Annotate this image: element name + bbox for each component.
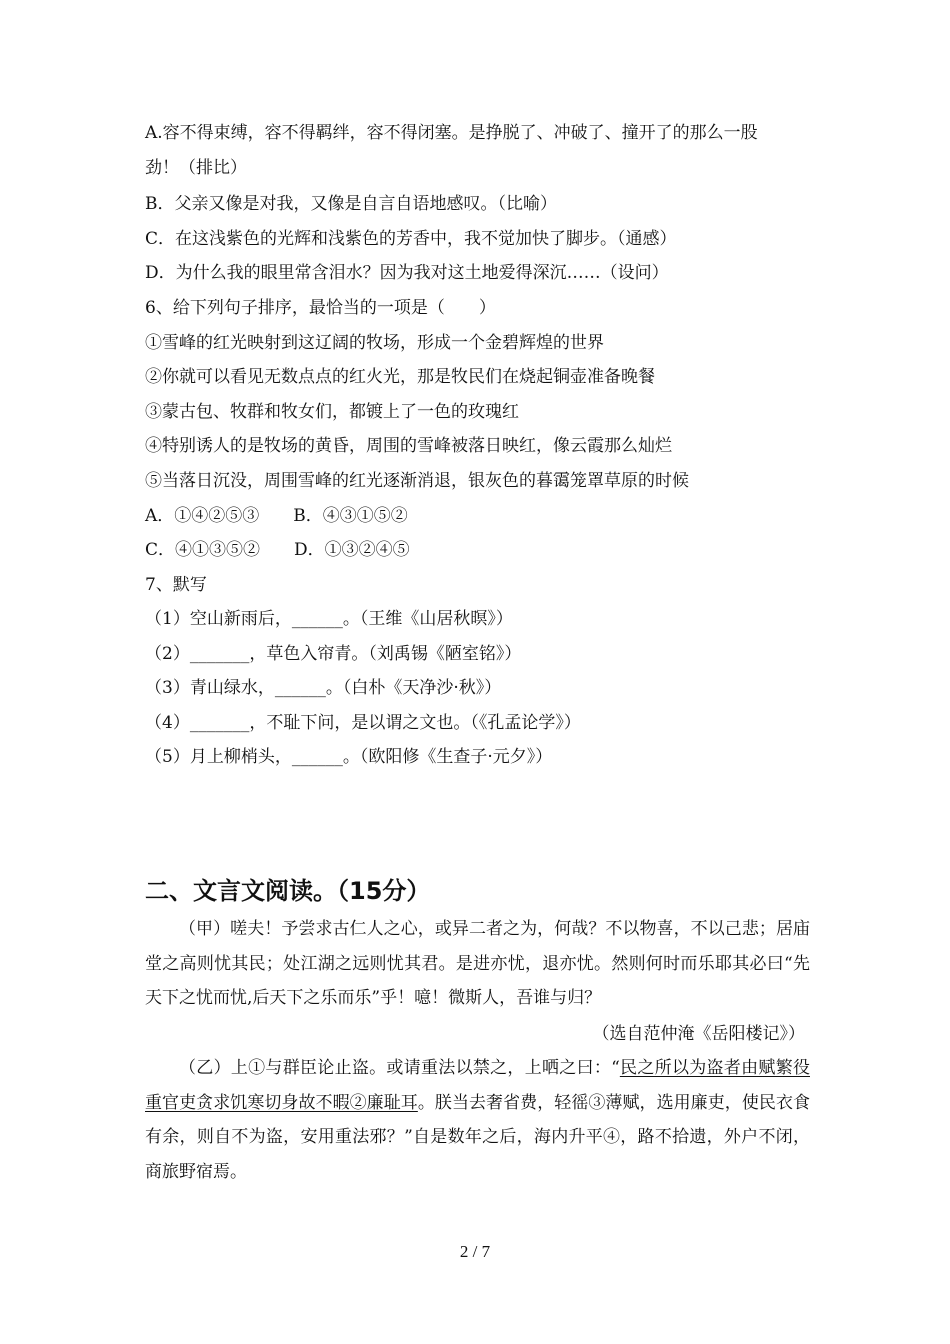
passage-yi-text-end: 。朕当去奢省费，轻徭③薄赋，选用廉吏，使民衣食有余，则自不为盗，安用重法邪？”自是数年之后，海内升平④，路不拾遗，外户不闭，商旅野宿焉。: [145, 1092, 811, 1182]
dictation-item-4: （4）_______，不耻下问，是以谓之文也。（《孔孟论学》）: [145, 713, 581, 733]
section-heading: 二、文言文阅读。（15分）: [145, 877, 431, 905]
page-number: 2 / 7: [459, 1242, 491, 1261]
passage-yi: [145, 1051, 810, 1189]
passage-yi-text-start: （乙）上①与群臣论止盗。或请重法以禁之，上哂之曰：“: [179, 1058, 620, 1078]
passage-yi-underlined-sentence: 民之所以为盗者由赋繁役重官吏贪求饥寒切身故不暇②廉耻耳: [145, 1058, 810, 1113]
options-ab: A．①④②⑤③ B．④③①⑤②: [145, 506, 408, 526]
passage-jia: （甲）嗟夫！予尝求古仁人之心，或异二者之为，何哉？不以物喜，不以己悲；居庙堂之高则忧其民；处江湖之远则忧其君。是进亦忧，退亦忧。然则何时而乐耶其必曰“先天下之忧而忧,后天下之乐而乐”乎！噫！微斯人，吾谁与归？: [145, 919, 810, 1008]
dictation-item-2: （2）_______，草色入帘青。（刘禹锡《陋室铭》）: [145, 644, 522, 664]
option-a-line-1: A.容不得束缚，容不得羁绊，容不得闭塞。是挣脱了、冲破了、撞开了的那么一股: [145, 123, 758, 143]
sentence-1: ①雪峰的红光映射到这辽阔的牧场，形成一个金碧辉煌的世界: [145, 333, 604, 353]
dictation-item-5: （5）月上柳梢头，______。（欧阳修《生查子·元夕》）: [145, 747, 553, 767]
sentence-4: ④特别诱人的是牧场的黄昏，周围的雪峰被落日映红，像云霞那么灿烂: [145, 436, 672, 456]
option-c: C．在这浅紫色的光辉和浅紫色的芳香中，我不觉加快了脚步。（通感）: [145, 229, 677, 249]
options-cd: C．④①③⑤② D．①③②④⑤: [145, 540, 410, 560]
dictation-item-3: （3）青山绿水，______。（白朴《天净沙·秋》）: [145, 678, 502, 698]
option-d: D．为什么我的眼里常含泪水？因为我对这土地爱得深沉……（设问）: [145, 263, 669, 283]
option-b: B．父亲又像是对我，又像是自言自语地感叹。（比喻）: [145, 194, 557, 214]
dictation-item-1: （1）空山新雨后，______。（王维《山居秋暝》）: [145, 609, 513, 629]
sentence-3: ③蒙古包、牧群和牧女们，都镀上了一色的玫瑰红: [145, 402, 519, 422]
option-a-line-2: 劲！（排比）: [145, 158, 247, 178]
sentence-5: ⑤当落日沉没，周围雪峰的红光逐渐消退，银灰色的暮霭笼罩草原的时候: [145, 471, 689, 491]
sentence-2: ②你就可以看见无数点点的红火光，那是牧民们在烧起铜壶准备晚餐: [145, 367, 655, 387]
question-6-stem: 6、给下列句子排序，最恰当的一项是（ ）: [145, 298, 496, 318]
passage-jia-source: （选自范仲淹《岳阳楼记》）: [592, 1024, 805, 1044]
question-7-title: 7、默写: [145, 575, 207, 595]
